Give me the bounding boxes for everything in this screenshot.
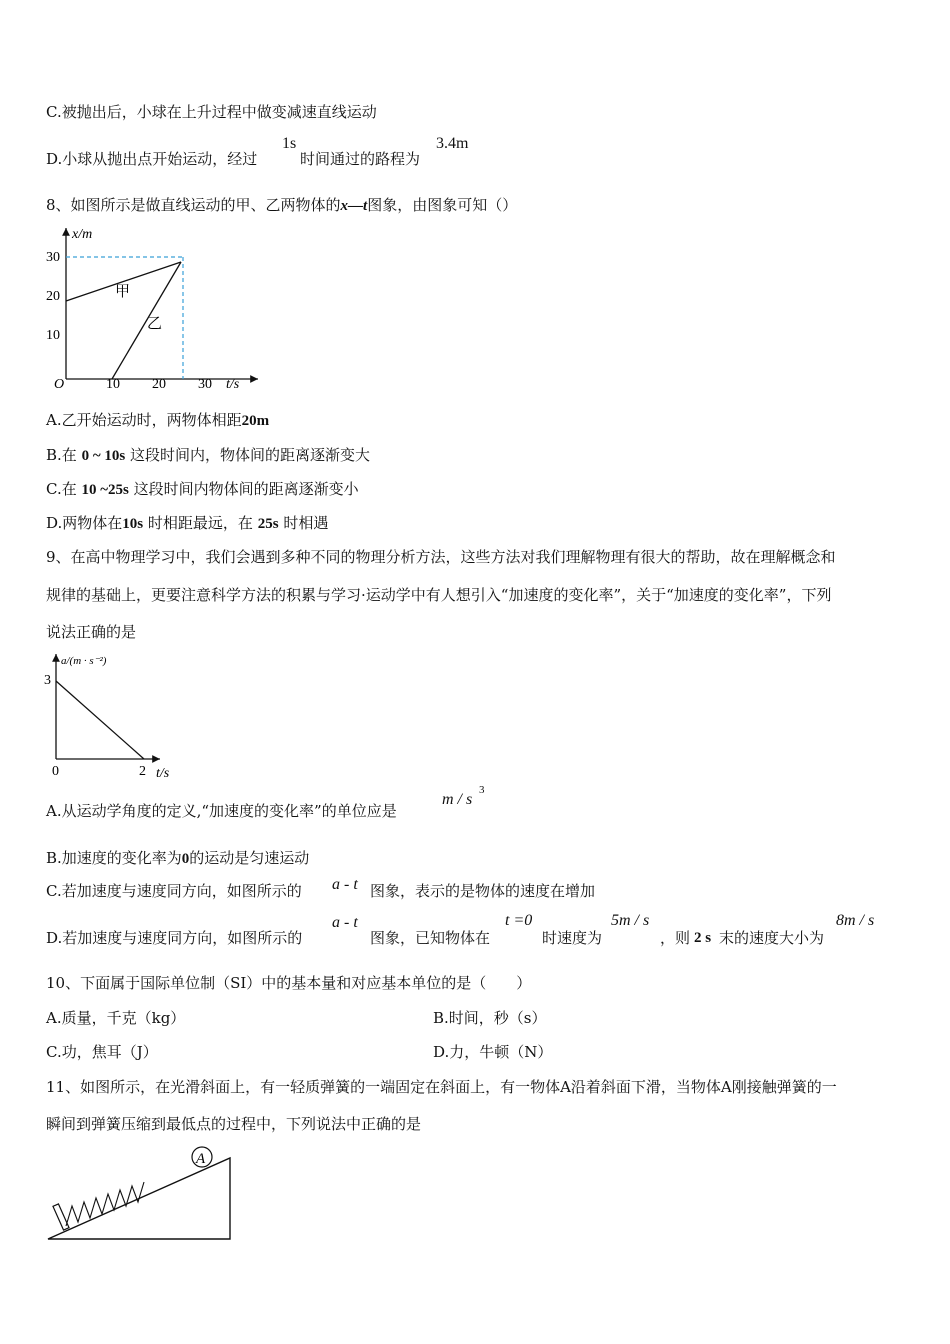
q9-option-d-mid2: 时速度为 xyxy=(542,929,603,947)
q11-stem-line-2: 瞬间到弹簧压缩到最低点的过程中，下列说法中正确的是 xyxy=(46,1115,422,1133)
q8-xt: x—t xyxy=(340,198,368,214)
q9d-2s: 2 s xyxy=(694,930,712,946)
q9-stem-line-2: 规律的基础上，更要注意科学方法的积累与学习·运动学中有人想引入“加速度的变化率”，关于“加速度的变化率”，下列 xyxy=(46,586,832,604)
figure-11-incline xyxy=(44,1140,240,1244)
fig11-spring xyxy=(66,1182,144,1226)
q7d-time: 1s xyxy=(282,135,297,152)
fig9-x-label: t/s xyxy=(156,766,170,780)
q9d-t0: t =0 xyxy=(505,912,533,929)
figure-9-at-graph xyxy=(40,648,190,780)
fig9-xtick-0: 0 xyxy=(52,764,59,779)
q9-stem-line-3: 说法正确的是 xyxy=(46,623,137,641)
q7d-distance: 3.4m xyxy=(436,135,469,152)
q10-option-d: D.力，牛顿（N） xyxy=(433,1043,553,1061)
fig8-label-yi: 乙 xyxy=(147,316,163,332)
q9-option-c-pre: C.若加速度与速度同方向，如图所示的 xyxy=(46,882,302,900)
q10-option-c: C.功，焦耳（J） xyxy=(46,1043,158,1061)
q10-option-b: B.时间，秒（s） xyxy=(433,1009,547,1027)
q8-option-b: B.在 0 ~ 10s 这段时间内，物体间的距离逐渐变大 xyxy=(46,446,371,464)
fig8-label-jia: 甲 xyxy=(115,284,131,300)
q7-option-c: C.被抛出后，小球在上升过程中做变减速直线运动 xyxy=(46,103,377,121)
q7d-prefix: D.小球从抛出点开始运动，经过 xyxy=(46,150,258,168)
fig11-block-label: A xyxy=(196,1151,206,1167)
figure-8-xt-graph xyxy=(40,222,260,394)
q9a-unit: m / s xyxy=(442,791,473,808)
q9a-unit-exp: 3 xyxy=(479,784,485,796)
fig11-wall-plate xyxy=(53,1204,69,1230)
q8-option-c: C.在 10 ~25s 这段时间内物体间的距离逐渐变小 xyxy=(46,480,359,498)
fig8-ytick-20: 20 xyxy=(46,289,60,304)
q9-stem-line-1: 9、在高中物理学习中，我们会遇到多种不同的物理分析方法，这些方法对我们理解物理有很大的帮助，故在理解概念和 xyxy=(46,548,836,566)
q8-option-a: A.乙开始运动时，两物体相距20m xyxy=(46,411,270,429)
fig8-xtick-10: 10 xyxy=(106,377,120,392)
q9d-at: a - t xyxy=(332,914,358,931)
q8-option-d: D.两物体在10s 时相距最远，在 25s 时相遇 xyxy=(46,514,329,532)
fig8-xtick-20: 20 xyxy=(152,377,166,392)
fig8-origin: O xyxy=(54,377,65,392)
q9d-v2: 8m / s xyxy=(836,912,875,929)
q9-option-d-mid3: ，则 xyxy=(660,929,691,947)
fig9-xtick-2: 2 xyxy=(139,764,146,779)
q10-stem: 10、下面属于国际单位制（SI）中的基本量和对应基本单位的是（ ） xyxy=(46,974,532,992)
q9-option-b: B.加速度的变化率为0的运动是匀速运动 xyxy=(46,849,310,867)
fig8-ytick-30: 30 xyxy=(46,250,60,265)
q8-stem: 8、如图所示是做直线运动的甲、乙两物体的x—t图象，由图象可知（） xyxy=(46,196,518,214)
q9-option-d-mid1: 图象，已知物体在 xyxy=(370,929,491,947)
fig8-y-label: x/m xyxy=(72,227,93,242)
q9d-v0: 5m / s xyxy=(611,912,650,929)
fig9-line xyxy=(56,681,144,759)
fig9-y-label: a/(m · s⁻²) xyxy=(61,655,107,667)
q9-option-c-post: 图象，表示的是物体的速度在增加 xyxy=(370,882,596,900)
fig8-x-label: t/s xyxy=(226,377,240,392)
q9-option-d-pre: D.若加速度与速度同方向，如图所示的 xyxy=(46,929,303,947)
fig9-ytick-3: 3 xyxy=(44,673,51,688)
q9-option-a: A.从运动学角度的定义,“加速度的变化率”的单位应是 xyxy=(46,802,397,820)
q7-option-d xyxy=(46,149,257,169)
fig8-xtick-30: 30 xyxy=(198,377,212,392)
q10-option-a: A.质量，千克（kg） xyxy=(46,1009,186,1027)
q9c-at: a - t xyxy=(332,876,358,893)
fig8-ytick-10: 10 xyxy=(46,328,60,343)
q7d-mid: 时间通过的路程为 xyxy=(300,150,421,168)
q11-stem-line-1: 11、如图所示，在光滑斜面上，有一轻质弹簧的一端固定在斜面上，有一物体A沿着斜面下滑，当物体A刚接触弹簧的一 xyxy=(46,1078,837,1096)
q9-option-d-mid4: 末的速度大小为 xyxy=(719,929,825,947)
